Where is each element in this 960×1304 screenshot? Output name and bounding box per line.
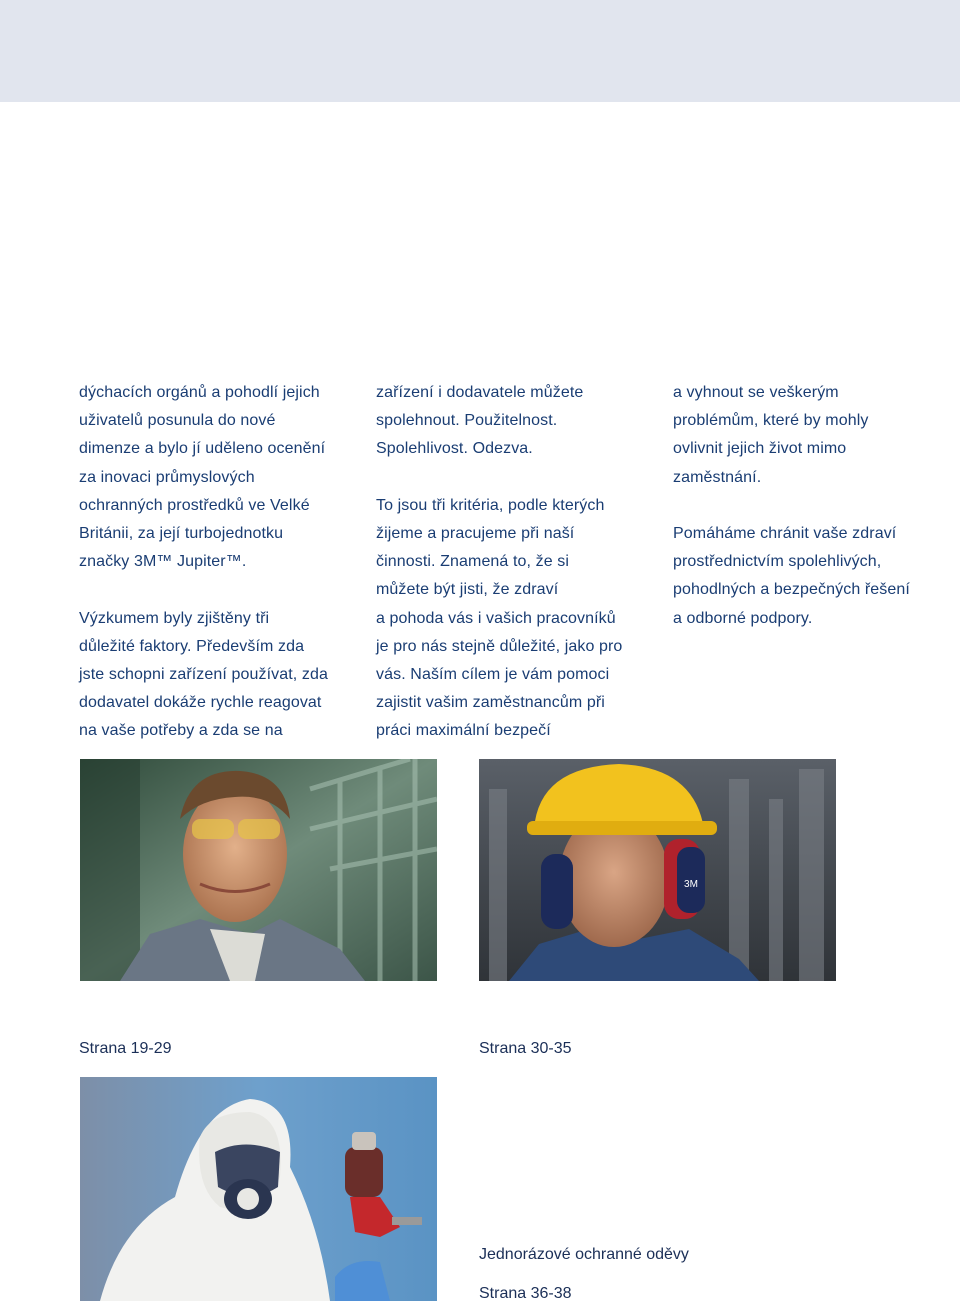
photo-worker-hard-hat [479,759,836,981]
caption-disposable-clothing: Jednorázové ochranné oděvy [479,1246,689,1263]
paragraph: Pomáháme chránit vaše zdraví prostřednictvím spolehlivých, pohodlných a bezpečných řešení a odborné podpory. [673,525,910,627]
header-band [0,0,960,102]
photo-worker-protective-suit [80,1077,437,1301]
paragraph: To jsou tři kritéria, podle kterých žijeme a pracujeme při naší činnosti. Znamená to, že si můžete být jisti, že zdraví a pohoda vás i vašich pracovníků je pro nás stejně důležité, jako pro vás. Naším cílem je vám pomoci zajistit vašim zaměstnancům při práci maximální bezpečí [376,496,623,740]
paragraph: Výzkumem byly zjištěny tři důležité faktory. Především zda jste schopni zařízení používat, zda dodavatel dokáže rychle reagovat na vaše potřeby a zda se na [79,609,328,740]
paragraph: zařízení i dodavatele můžete spolehnout. Použitelnost. Spolehlivost. Odezva. [376,384,584,458]
text-column-3 [673,379,943,633]
paragraph: a vyhnout se veškerým problémům, které by mohly ovlivnit jejich život mimo zaměstnání. [673,384,869,486]
text-column-1 [79,379,349,746]
ear-muff-brand: 3M [684,879,698,890]
caption-page-range-2: Strana 30-35 [479,1040,572,1057]
paragraph: dýchacích orgánů a pohodlí jejich uživatelů posunula do nové dimenze a bylo jí uděleno ocenění za inovaci průmyslových ochranných prostředků ve Velké Británii, za její turbojednotku značky 3M™ Jupiter™. [79,384,326,571]
caption-page-range-1: Strana 19-29 [79,1040,172,1057]
caption-page-range-3: Strana 36-38 [479,1285,572,1302]
text-column-2 [376,379,646,746]
photo-worker-safety-glasses [80,759,437,981]
